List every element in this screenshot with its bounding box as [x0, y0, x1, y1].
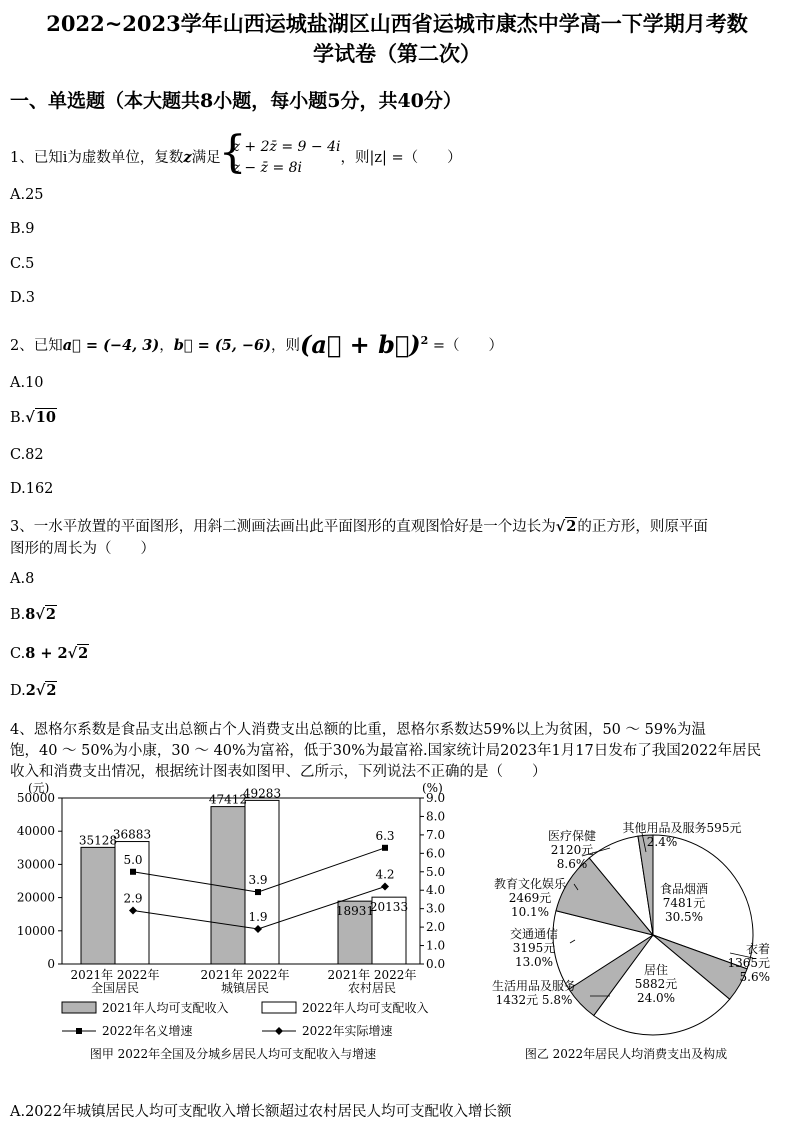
pie-label-name: 食品烟酒: [659, 882, 709, 896]
real-growth-label: 4.2: [375, 867, 395, 882]
y-right-tick-label: 2.0: [426, 920, 446, 935]
pie-label-amount: 7481元: [662, 896, 706, 910]
q3-option-b-coef: 8: [25, 606, 36, 623]
question-2: [10, 330, 503, 359]
q2-option-d[interactable]: D.162: [10, 481, 54, 497]
x-group-years: 2021年 2022年: [70, 968, 160, 982]
x-group-name: 城镇居民: [220, 981, 270, 995]
q2-option-b-root: 10: [35, 409, 56, 426]
q1-suffix: ，则|z| =（ ）: [340, 150, 462, 166]
q3-option-d-prefix: D.: [10, 683, 26, 699]
q1-mid: 满足: [191, 150, 221, 166]
q1-option-c[interactable]: C.5: [10, 256, 35, 272]
q3-option-b-prefix: B.: [10, 607, 26, 623]
real-growth-point: [381, 883, 389, 891]
pie-label-name: 生活用品及服务: [491, 979, 577, 993]
pie-label-pct: 10.1%: [510, 905, 550, 919]
legend-label-2022: 2022年人均可支配收入: [302, 1001, 429, 1015]
bar-2021-label: 18931: [335, 904, 375, 919]
q2-option-a[interactable]: A.10: [10, 375, 44, 391]
bar-2022-label: 20133: [369, 900, 409, 915]
legend-label-nominal: 2022年名义增速: [102, 1024, 193, 1038]
pie-label-name: 教育文化娱乐: [493, 877, 567, 891]
bar-2022-label: 49283: [242, 786, 282, 801]
page-title-line-1: 2022~2023学年山西运城盐湖区山西省运城市康杰中学高一下学期月考数: [46, 11, 748, 36]
q2-b-vector: b⃗ = (5, −6): [173, 337, 271, 354]
x-group-name: 全国居民: [90, 981, 140, 995]
q3-option-c[interactable]: C.8 + 2√2: [10, 645, 89, 662]
figure-jia-bar-line-chart: [0, 778, 470, 1068]
bar-2022-label: 36883: [112, 827, 152, 842]
q1-eq2: z − z̄ = 8i: [232, 160, 303, 176]
nominal-growth-label: 3.9: [248, 873, 268, 888]
real-growth-label: 1.9: [248, 909, 268, 924]
q2-expression: (a⃗ + b⃗): [299, 330, 421, 359]
q3-option-c-prefix: C.: [10, 646, 26, 662]
nominal-growth-point: [382, 845, 388, 851]
q2-prefix: 2、已知: [10, 338, 63, 354]
y-right-tick-label: 7.0: [426, 827, 446, 842]
y-right-tick-label: 6.0: [426, 846, 446, 861]
q1-option-b[interactable]: B.9: [10, 221, 35, 237]
q1-option-d[interactable]: D.3: [10, 290, 35, 306]
question-3-line-1: 3、一水平放置的平面图形，用斜二测画法画出此平面图形的直观图恰好是一个边长为√2的正方形，则原平面: [10, 518, 708, 535]
q1-eq1: z + 2z̄ = 9 − 4i: [232, 139, 341, 155]
y-right-tick-label: 1.0: [426, 938, 446, 953]
nominal-growth-label: 5.0: [123, 852, 143, 867]
q3-option-d[interactable]: D.2√2: [10, 682, 57, 699]
y-axis-right-unit: (%): [422, 781, 443, 795]
q3-option-d-root: 2: [46, 682, 57, 699]
q2-power: 2: [420, 334, 429, 348]
q2-a-vector: a⃗ = (−4, 3): [62, 337, 160, 354]
q2-option-c[interactable]: C.82: [10, 447, 44, 463]
pie-label-amount: 3195元: [512, 941, 556, 955]
bar-2021: [81, 847, 115, 964]
section-heading: 一、单选题（本大题共8小题，每小题5分，共40分）: [10, 90, 462, 112]
pie-label-name: 交通通信: [509, 927, 559, 941]
page-title-line-2: 学试卷（第二次）: [313, 41, 481, 66]
y-left-tick-label: 30000: [16, 857, 55, 872]
y-left-tick-label: 40000: [16, 824, 55, 839]
y-left-tick-label: 0: [47, 957, 55, 971]
bar-2021-label: 35128: [78, 833, 118, 848]
q2-option-b-prefix: B.: [10, 410, 26, 426]
pie-label-name: 衣着: [745, 942, 770, 956]
q2-sep: ，: [159, 338, 174, 354]
pie-label-pct: 8.6%: [556, 857, 588, 871]
pie-label-name: 医疗保健: [547, 829, 597, 843]
y-right-tick-label: 9.0: [426, 791, 446, 805]
q2-suffix: =（ ）: [428, 338, 504, 354]
legend-label-2021: 2021年人均可支配收入: [102, 1001, 229, 1015]
y-axis-left-unit: (元): [28, 781, 50, 795]
question-4-line-2: 饱，40 ～ 50%为小康，30 ～ 40%为富裕，低于30%为最富裕.国家统计局2023年1月17日发布了我国2022年居民: [10, 743, 762, 759]
legend-marker-nominal: [76, 1028, 82, 1034]
q3-option-c-root: 2: [78, 645, 89, 662]
q3-root: 2: [566, 518, 577, 535]
legend-marker-real: [275, 1027, 283, 1035]
nominal-growth-point: [130, 869, 136, 875]
q1-option-a[interactable]: A.25: [10, 187, 44, 203]
y-left-tick-label: 20000: [16, 890, 55, 905]
bar-2021-label: 47412: [208, 792, 248, 807]
q2-option-b[interactable]: B.√10: [10, 409, 56, 426]
y-right-tick-label: 8.0: [426, 809, 446, 824]
legend-swatch-2022: [262, 1002, 296, 1013]
nominal-growth-label: 6.3: [375, 828, 395, 843]
nominal-growth-point: [255, 889, 261, 895]
q3-option-b[interactable]: B.8√2: [10, 606, 56, 623]
q4-option-a[interactable]: A.2022年城镇居民人均可支配收入增长额超过农村居民人均可支配收入增长额: [10, 1104, 512, 1120]
pie-label-name: 居住: [643, 963, 669, 977]
figure-yi-pie-chart: [470, 778, 794, 1068]
q3-line1-a: 3、一水平放置的平面图形，用斜二测画法画出此平面图形的直观图恰好是一个边长为: [10, 519, 556, 535]
question-4-line-1: 4、恩格尔系数是食品支出总额占个人消费支出总额的比重，恩格尔系数达59%以上为贫困，50 ～ 59%为温: [10, 722, 706, 738]
x-group-years: 2021年 2022年: [200, 968, 290, 982]
y-right-tick-label: 4.0: [426, 883, 446, 898]
y-right-tick-label: 3.0: [426, 901, 446, 916]
pie-label-pct: 5.6%: [739, 970, 770, 984]
y-right-tick-label: 5.0: [426, 864, 446, 879]
y-left-tick-label: 50000: [16, 791, 55, 805]
pie-label-amount-pct: 1432元 5.8%: [495, 993, 573, 1007]
legend-swatch-2021: [62, 1002, 96, 1013]
q1-var: z: [183, 149, 192, 166]
legend-label-real: 2022年实际增速: [302, 1024, 393, 1038]
q3-option-b-root: 2: [45, 606, 56, 623]
question-3-line-2: 图形的周长为（ ）: [10, 541, 155, 557]
real-growth-label: 2.9: [123, 891, 143, 906]
pie-label-pct: 2.4%: [646, 835, 678, 849]
x-group-years: 2021年 2022年: [327, 968, 417, 982]
x-group-name: 农村居民: [347, 981, 397, 995]
pie-label-pct: 13.0%: [514, 955, 554, 969]
q3-option-d-coef: 2: [25, 682, 36, 699]
q2-mid: ，则: [270, 338, 300, 354]
chart-caption: 图甲 2022年全国及分城乡居民人均可支配收入与增速: [89, 1047, 377, 1061]
question-1: [10, 127, 462, 179]
pie-label-amount: 1365元: [727, 956, 770, 970]
q1-prefix: 1、已知i为虚数单位，复数: [10, 150, 184, 166]
pie-label-pct: 30.5%: [664, 910, 704, 924]
y-left-tick-label: 10000: [16, 923, 55, 938]
pie-label-name-amount: 其他用品及服务595元: [622, 821, 742, 835]
y-right-tick-label: 0.0: [426, 957, 446, 971]
q3-line1-b: 的正方形，则原平面: [577, 519, 708, 535]
q3-option-a[interactable]: A.8: [10, 571, 35, 587]
pie-label-amount: 2469元: [508, 891, 552, 905]
pie-label-amount: 2120元: [550, 843, 594, 857]
pie-label-pct: 24.0%: [636, 991, 676, 1005]
question-4-line-3: 收入和消费支出情况，根据统计图表如图甲、乙所示，下列说法不正确的是（ ）: [10, 764, 547, 780]
q1-equation-system: { z + 2z̄ = 9 − 4i z − z̄ = 8i: [218, 127, 341, 178]
chart-caption: 图乙 2022年居民人均消费支出及构成: [524, 1047, 728, 1061]
pie-label-amount: 5882元: [634, 977, 678, 991]
q3-option-c-main: 8 + 2: [25, 645, 68, 662]
